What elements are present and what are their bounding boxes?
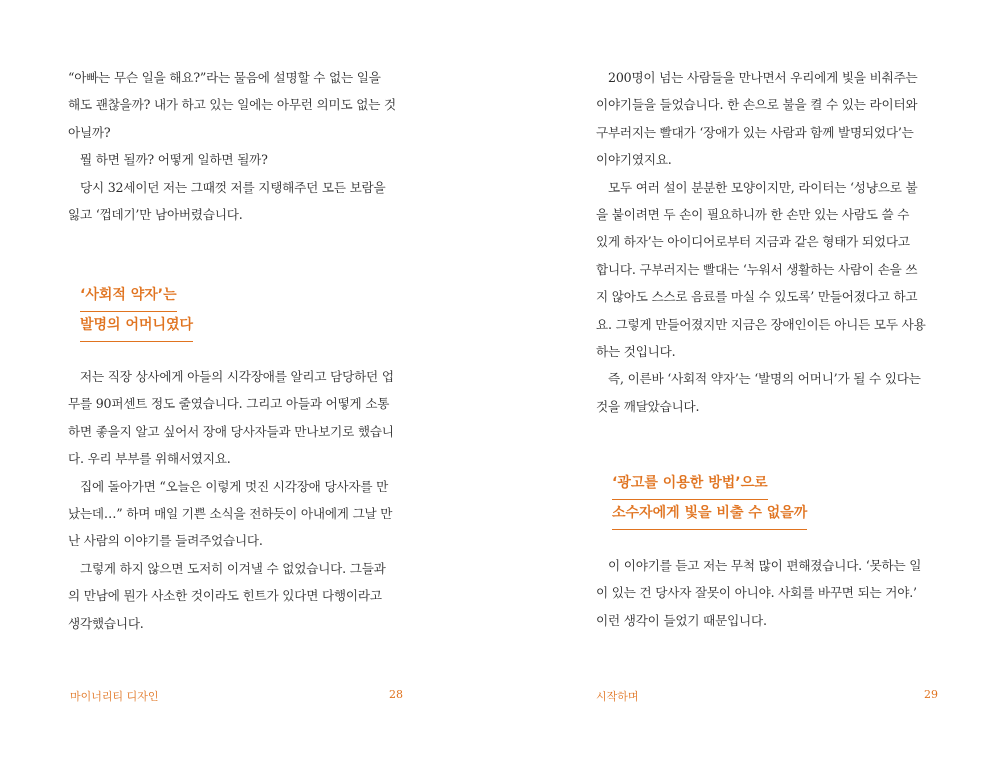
text-line: 집에 돌아가면 “오늘은 이렇게 멋진 시각장애 당사자를 만 <box>80 478 389 494</box>
text-line: 있게 하자’는 아이디어로부터 지금과 같은 형태가 되었다고 <box>596 234 910 250</box>
left-paragraph-block-1 <box>68 64 413 228</box>
page-number: 29 <box>924 688 938 701</box>
left-paragraph-block-2 <box>68 363 413 637</box>
text-line: 다. 우리 부부를 위해서였지요. <box>68 451 231 467</box>
text-line: 당시 32세이던 저는 그때껏 저를 지탱해주던 모든 보람을 <box>80 179 386 195</box>
heading-line-1: ‘사회적 약자’는 <box>80 282 177 312</box>
text-line: “아빠는 무슨 일을 해요?”라는 물음에 설명할 수 없는 일을 <box>68 70 381 85</box>
text-line: 그렇게 하지 않으면 도저히 이겨낼 수 없었습니다. 그들과 <box>80 560 386 576</box>
running-footer-title: 마이너리티 디자인 <box>70 690 159 703</box>
text-line: 구부러지는 빨대가 ‘장애가 있는 사람과 함께 발명되었다’는 <box>596 124 914 140</box>
right-page <box>500 0 1000 759</box>
text-line: 해도 괜찮을까? 내가 하고 있는 일에는 아무런 의미도 없는 것 <box>68 97 396 113</box>
text-line: 생각했습니다. <box>68 615 144 631</box>
text-line: 즉, 이른바 ‘사회적 약자’는 ‘발명의 어머니’가 될 수 있다는 <box>608 371 921 387</box>
text-line: 을 붙이려면 두 손이 필요하니까 한 손만 있는 사람도 쓸 수 <box>596 207 910 223</box>
text-line: 하는 것입니다. <box>596 344 676 360</box>
right-paragraph-block-1 <box>596 64 936 420</box>
text-line: 200명이 넘는 사람들을 만나면서 우리에게 빛을 비춰주는 <box>608 70 918 85</box>
text-line: 합니다. 구부러지는 빨대는 ‘누워서 생활하는 사람이 손을 쓰 <box>596 261 918 277</box>
text-line: 잃고 ‘껍데기’만 남아버렸습니다. <box>68 207 243 223</box>
section-heading <box>80 282 193 342</box>
text-line: 의 만남에 뭔가 사소한 것이라도 힌트가 있다면 다행이라고 <box>68 588 382 604</box>
text-line: 아닐까? <box>68 124 111 140</box>
text-line: 무를 90퍼센트 정도 줄였습니다. 그리고 아들과 어떻게 소통 <box>68 396 390 412</box>
text-line: 이 이야기를 듣고 저는 무척 많이 편해졌습니다. ‘못하는 일 <box>608 558 922 573</box>
text-line: 났는데…” 하며 매일 기쁜 소식을 전하듯이 아내에게 그날 만 <box>68 506 393 522</box>
text-line: 것을 깨달았습니다. <box>596 398 700 414</box>
page-number: 28 <box>389 688 403 701</box>
text-line: 난 사람의 이야기를 들려주었습니다. <box>68 533 263 549</box>
running-footer-title: 시작하며 <box>596 690 639 703</box>
text-line: 이 있는 건 당사자 잘못이 아니야. 사회를 바꾸면 되는 거야.’ <box>596 585 917 601</box>
right-paragraph-block-2 <box>596 552 936 634</box>
text-line: 이야기들을 들었습니다. 한 손으로 불을 켤 수 있는 라이터와 <box>596 97 918 113</box>
text-line: 저는 직장 상사에게 아들의 시각장애를 알리고 담당하던 업 <box>80 369 394 384</box>
section-heading <box>612 470 807 530</box>
heading-line-2: 발명의 어머니였다 <box>80 312 193 342</box>
heading-line-1: ‘광고를 이용한 방법’으로 <box>612 470 768 500</box>
text-line: 모두 여러 설이 분분한 모양이지만, 라이터는 ‘성냥으로 불 <box>608 179 918 195</box>
text-line: 이야기였지요. <box>596 152 672 168</box>
text-line: 이런 생각이 들었기 때문입니다. <box>596 612 767 628</box>
text-line: 뭘 하면 될까? 어떻게 일하면 될까? <box>80 152 268 168</box>
heading-line-2: 소수자에게 빛을 비출 수 없을까 <box>612 500 807 530</box>
text-line: 지 않아도 스스로 음료를 마실 수 있도록’ 만들어졌다고 하고 <box>596 289 918 305</box>
text-line: 요. 그렇게 만들어졌지만 지금은 장애인이든 아니든 모두 사용 <box>596 316 926 332</box>
text-line: 하면 좋을지 알고 싶어서 장애 당사자들과 만나보기로 했습니 <box>68 423 394 439</box>
